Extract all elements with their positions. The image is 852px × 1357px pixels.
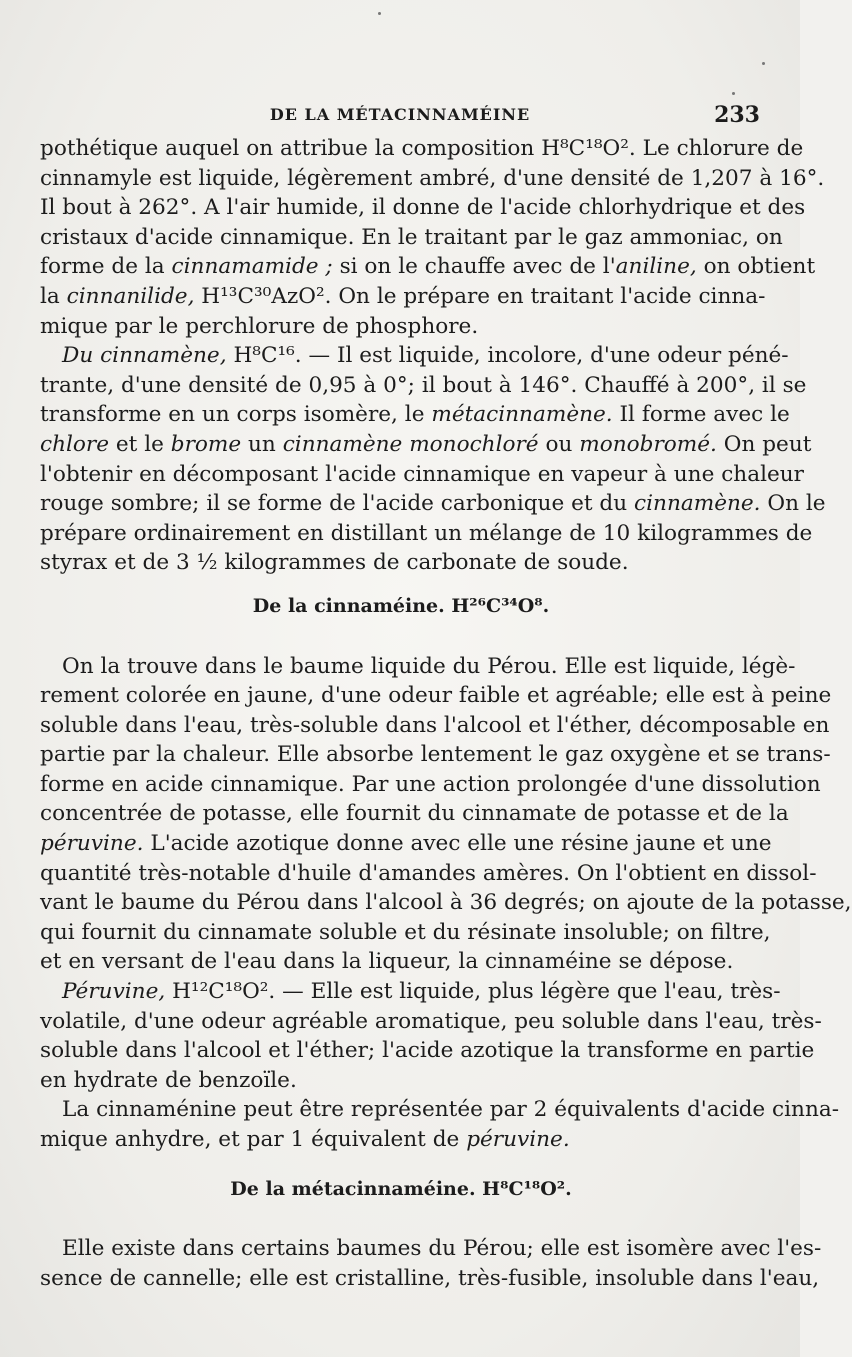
text-run: un [241, 431, 283, 457]
text-line [40, 829, 772, 859]
page-number: 233 [714, 102, 760, 128]
text-run: la [40, 283, 67, 309]
text-line [40, 1125, 762, 1155]
italic-term: métacinnamène. [431, 402, 613, 428]
italic-term: aniline, [615, 254, 697, 280]
text-line: quantité très-notable d'huile d'amandes amères. On l'obtient en dissol- [40, 860, 817, 886]
text-line: cristaux d'acide cinnamique. En le traitant par le gaz ammoniac, on [40, 224, 783, 250]
italic-term: brome [170, 431, 242, 457]
print-speck [762, 62, 765, 65]
print-speck [378, 12, 381, 15]
italic-term: cinnanilide, [66, 283, 195, 309]
text-line: volatile, d'une odeur agréable aromatique, peu soluble dans l'eau, très- [40, 1008, 822, 1034]
text-run: On le [760, 491, 826, 517]
text-line: On la trouve dans le baume liquide du Pérou. Elle est liquide, légè- [62, 653, 796, 679]
text-line: prépare ordinairement en distillant un mélange de 10 kilogrammes de [40, 520, 813, 546]
text-line: forme en acide cinnamique. Par une action prolongée d'une dissolution [40, 771, 821, 797]
text-line: La cinnaménine peut être représentée par 2 équivalents d'acide cinna- [62, 1097, 840, 1123]
text-line: en hydrate de benzoïle. [40, 1067, 297, 1093]
text-line: rement colorée en jaune, d'une odeur faible et agréable; elle est à peine [40, 683, 832, 709]
italic-term: cinnamène. [634, 491, 761, 517]
page-body [40, 134, 852, 1293]
italic-term: Du cinnamène, [62, 343, 227, 369]
text-run: On peut [716, 431, 812, 457]
text-run: transforme en un corps isomère, le [40, 402, 432, 428]
text-line: cinnamyle est liquide, légèrement ambré, d'une densité de 1,207 à 16°. [40, 165, 825, 191]
text-line: Elle existe dans certains baumes du Pérou; elle est isomère avec l'es- [62, 1236, 822, 1262]
text-line: soluble dans l'eau, très-soluble dans l'alcool et l'éther, décomposable en [40, 712, 830, 738]
italic-term: cinnamamide ; [171, 254, 333, 280]
text-line [40, 430, 812, 460]
text-line [40, 282, 766, 312]
text-line: concentrée de potasse, elle fournit du cinnamate de potasse et de la [40, 801, 789, 827]
running-head: DE LA MÉTACINNAMÉINE [269, 105, 531, 124]
text-line: qui fournit du cinnamate soluble et du résinate insoluble; on filtre, [40, 919, 771, 945]
italic-term: cinnamène monochloré [282, 431, 539, 457]
text-line [40, 252, 816, 282]
text-line: trante, d'une densité de 0,95 à 0°; il bout à 146°. Chauffé à 200°, il se [40, 372, 807, 398]
text-run: H¹²C¹⁸O². — Elle est liquide, plus légère que l'eau, très- [165, 979, 781, 1005]
text-line: vant le baume du Pérou dans l'alcool à 36 degrés; on ajoute de la potasse, [40, 890, 852, 916]
text-run: ou [538, 431, 580, 457]
text-run: L'acide azotique donne avec elle une résine jaune et une [143, 831, 772, 857]
section-heading: De la cinnaméine. H²⁶C³⁴O⁸. [252, 594, 550, 617]
italic-term: Péruvine, [62, 979, 166, 1005]
text-line: styrax et de 3 ½ kilogrammes de carbonate de soude. [40, 550, 629, 576]
text-line [40, 489, 826, 519]
text-run: mique anhydre, et par 1 équivalent de [40, 1127, 467, 1152]
text-run: rouge sombre; il se forme de l'acide carbonique et du [40, 491, 635, 517]
text-line: mique par le perchlorure de phosphore. [40, 313, 479, 339]
page-header [40, 102, 760, 130]
text-line: et en versant de l'eau dans la liqueur, la cinnaméine se dépose. [40, 949, 734, 975]
italic-term: monobromé. [579, 431, 717, 457]
text-line [40, 341, 789, 371]
section-heading: De la métacinnaméine. H⁸C¹⁸O². [230, 1177, 572, 1200]
italic-term: péruvine. [40, 831, 144, 857]
print-speck [732, 92, 735, 95]
text-run: forme de la [40, 254, 172, 280]
text-run: H⁸C¹⁶. — Il est liquide, incolore, d'une odeur péné- [226, 343, 789, 369]
text-run: H¹³C³⁰AzO². On le prépare en traitant l'acide cinna- [194, 283, 766, 309]
text-line [40, 400, 790, 430]
text-run: si on le chauffe avec de l' [332, 254, 616, 280]
text-run: Il forme avec le [612, 402, 790, 428]
text-line: partie par la chaleur. Elle absorbe lentement le gaz oxygène et se trans- [40, 742, 831, 768]
italic-term: péruvine. [466, 1127, 570, 1152]
text-line: l'obtenir en décomposant l'acide cinnamique en vapeur à une chaleur [40, 461, 805, 487]
text-line: pothétique auquel on attribue la composition H⁸C¹⁸O². Le chlorure de [40, 136, 804, 161]
text-line: sence de cannelle; elle est cristalline, très-fusible, insoluble dans l'eau, [40, 1265, 820, 1291]
text-line: soluble dans l'alcool et l'éther; l'acide azotique la transforme en partie [40, 1038, 815, 1064]
text-line [40, 977, 781, 1007]
italic-term: chlore [40, 431, 110, 457]
text-run: on obtient [696, 254, 816, 280]
text-line: Il bout à 262°. A l'air humide, il donne de l'acide chlorhydrique et des [40, 195, 806, 221]
text-run: et le [109, 431, 171, 457]
